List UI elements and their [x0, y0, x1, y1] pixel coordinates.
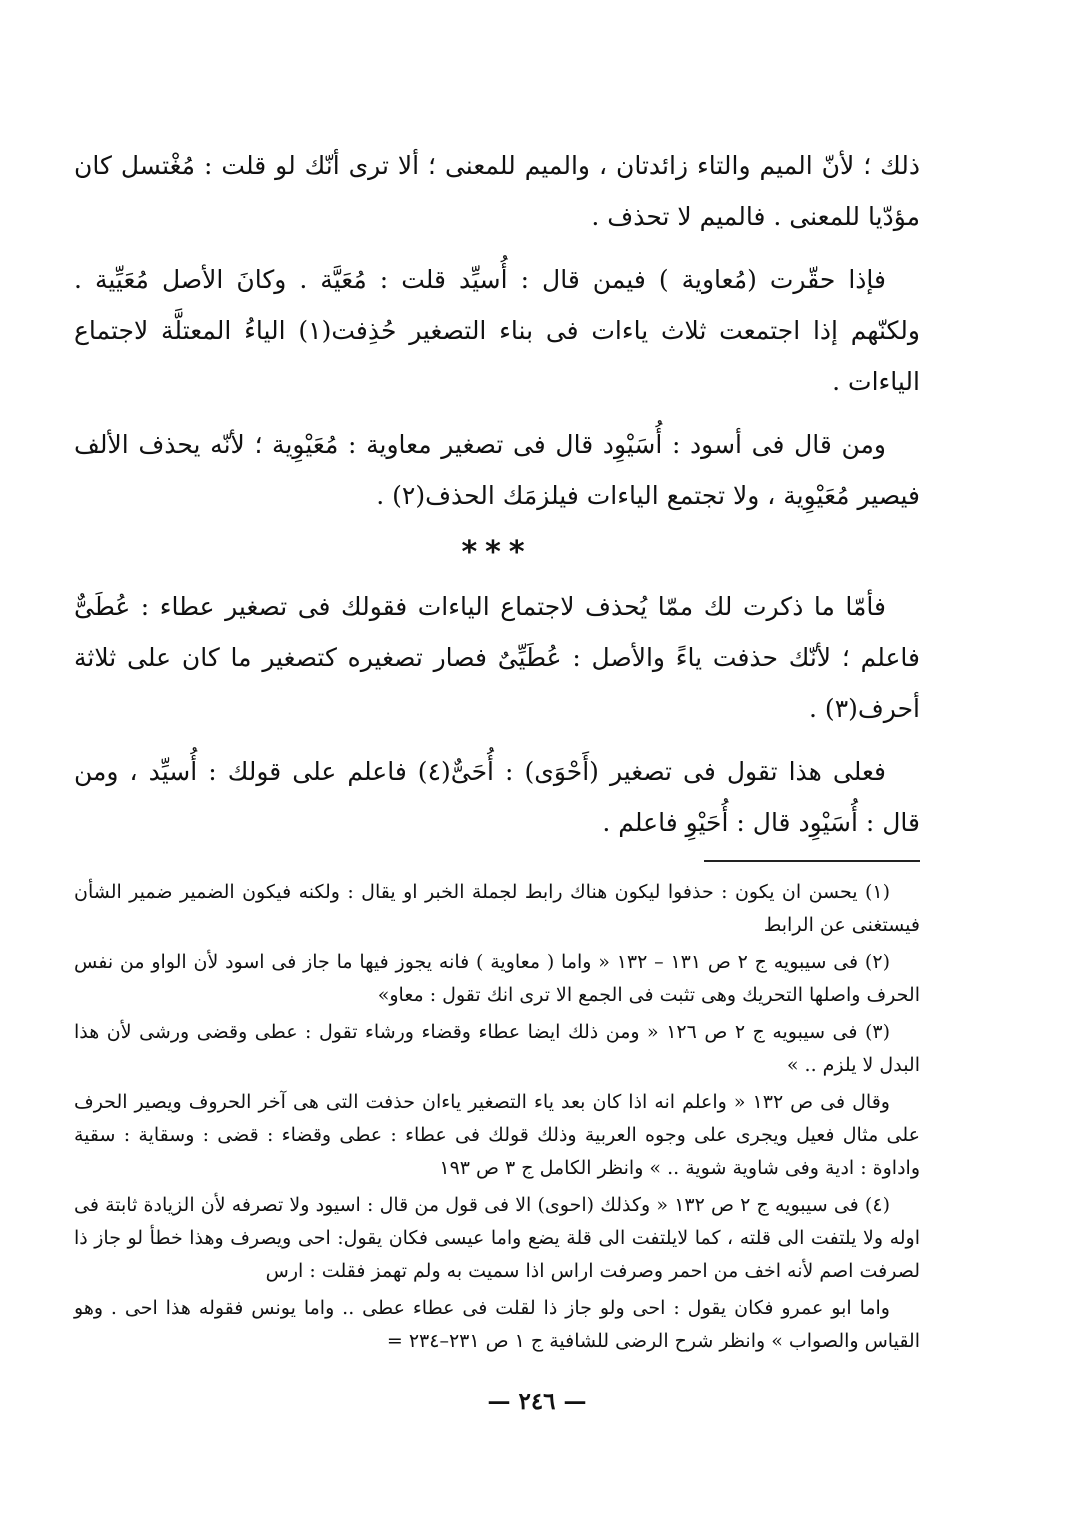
body-paragraph-2: فإذا حقّرت (مُعاوية ) فيمن قال : أُسيِّد قلت : مُعَيَّة . وكانَ الأصل مُعَيِّية . ولكنّهم إذا اجتمعت ثلاث ياءات فى بناء التصغير حُذِفت(١) الياءُ المعتلَّة لاجتماع الياءات . [74, 265, 920, 396]
footnote-2: (٢) فى سيبويه ج ٢ ص ١٣١ – ١٣٢ « واما ( معاوية ) فانه يجوز فيها ما جاز فى اسود لأن الواو من نفس الحرف واصلها التحريك وهى تثبت فى الجمع الا ترى انك تقول : معاو» [74, 951, 920, 1006]
page-text [74, 140, 920, 1362]
footnote-1: (١) يحسن ان يكون : حذفوا ليكون هناك رابط لجملة الخبر او يقال : ولكنه فيكون الضمير ضمير الشأن فيستغنى عن الرابط [74, 881, 920, 936]
section-separator: *** [461, 535, 533, 570]
footnote-divider [704, 860, 920, 862]
body-paragraph-5: فعلى هذا تقول فى تصغير (أَحْوَى) : أُحَىٌّ(٤) فاعلم على قولك : أُسيِّد ، ومن قال : أُسَيْوِد قال : أُحَيْوِ فاعلم . [74, 757, 920, 837]
footnote-4: (٤) فى سيبويه ج ٢ ص ١٣٢ « وكذلك (احوى) الا فى قول من قال : اسيود ولا تصرفه لأن الزيادة ثابتة فى اوله ولا يلتفت الى قلته ، كما لايلتفت الى قلة يضع واما عيسى فكان يقول: احى ويصرف وهذا خطأ لو جاز ذا لصرفت اصم لأنه اخف من احمر وصرفت اراس اذا سميت به ولم تهمز فقلت : ارس [74, 1194, 920, 1282]
body-paragraph-3: ومن قال فى أسود : أُسَيْوِد قال فى تصغير معاوية : مُعَيْوِية ؛ لأنّه يحذف الألف فيصير مُعَيْوِية ، ولا تجتمع الياءات فيلزمَك الحذف(٢) . [74, 430, 920, 510]
footnote-4-continuation: واما ابو عمرو فكان يقول : احى ولو جاز ذا لقلت فى عطاء عطى .. واما يونس فقوله هذا احى . وهو القياس والصواب » وانظر شرح الرضى للشافية ج ١ ص ٢٣١–٢٣٤ = [74, 1297, 920, 1352]
page-number: — ٢٤٦ — [487, 1388, 587, 1415]
body-paragraph-4: فأمّا ما ذكرت لك ممّا يُحذف لاجتماع الياءات فقولك فى تصغير عطاء : عُطَىٌّ فاعلم ؛ لأنّك حذفت ياءً والأصل : عُطَيِّىٌ فصار تصغيره كتصغير ما كان على ثلاثة أحرف(٣) . [74, 592, 920, 723]
footnotes [74, 876, 920, 1358]
footnote-3: (٣) فى سيبويه ج ٢ ص ١٢٦ « ومن ذلك ايضا عطاء وقضاء ورشاء تقول : عطى وقضى ورشى لأن هذا البدل لا يلزم .. » [74, 1021, 920, 1076]
footnote-3-continuation: وقال فى ص ١٣٢ « واعلم انه اذا كان بعد ياء التصغير ياءان حذفت التى هى آخر الحروف ويصير الحرف على مثال فعيل ويجرى على وجوه العربية وذلك قولك فى عطاء : عطى وقضاء : قضى : وسقاية : سقية واداوة : ادية وفى شاوية شوية .. » وانظر الكامل ج ٣ ص ١٩٣ [74, 1091, 920, 1179]
body-paragraph-1: ذلك ؛ لأنّ الميم والتاء زائدتان ، والميم للمعنى ؛ ألا ترى أنّك لو قلت : مُغْتسل كان مؤدّيا للمعنى . فالميم لا تحذف . [74, 151, 920, 231]
